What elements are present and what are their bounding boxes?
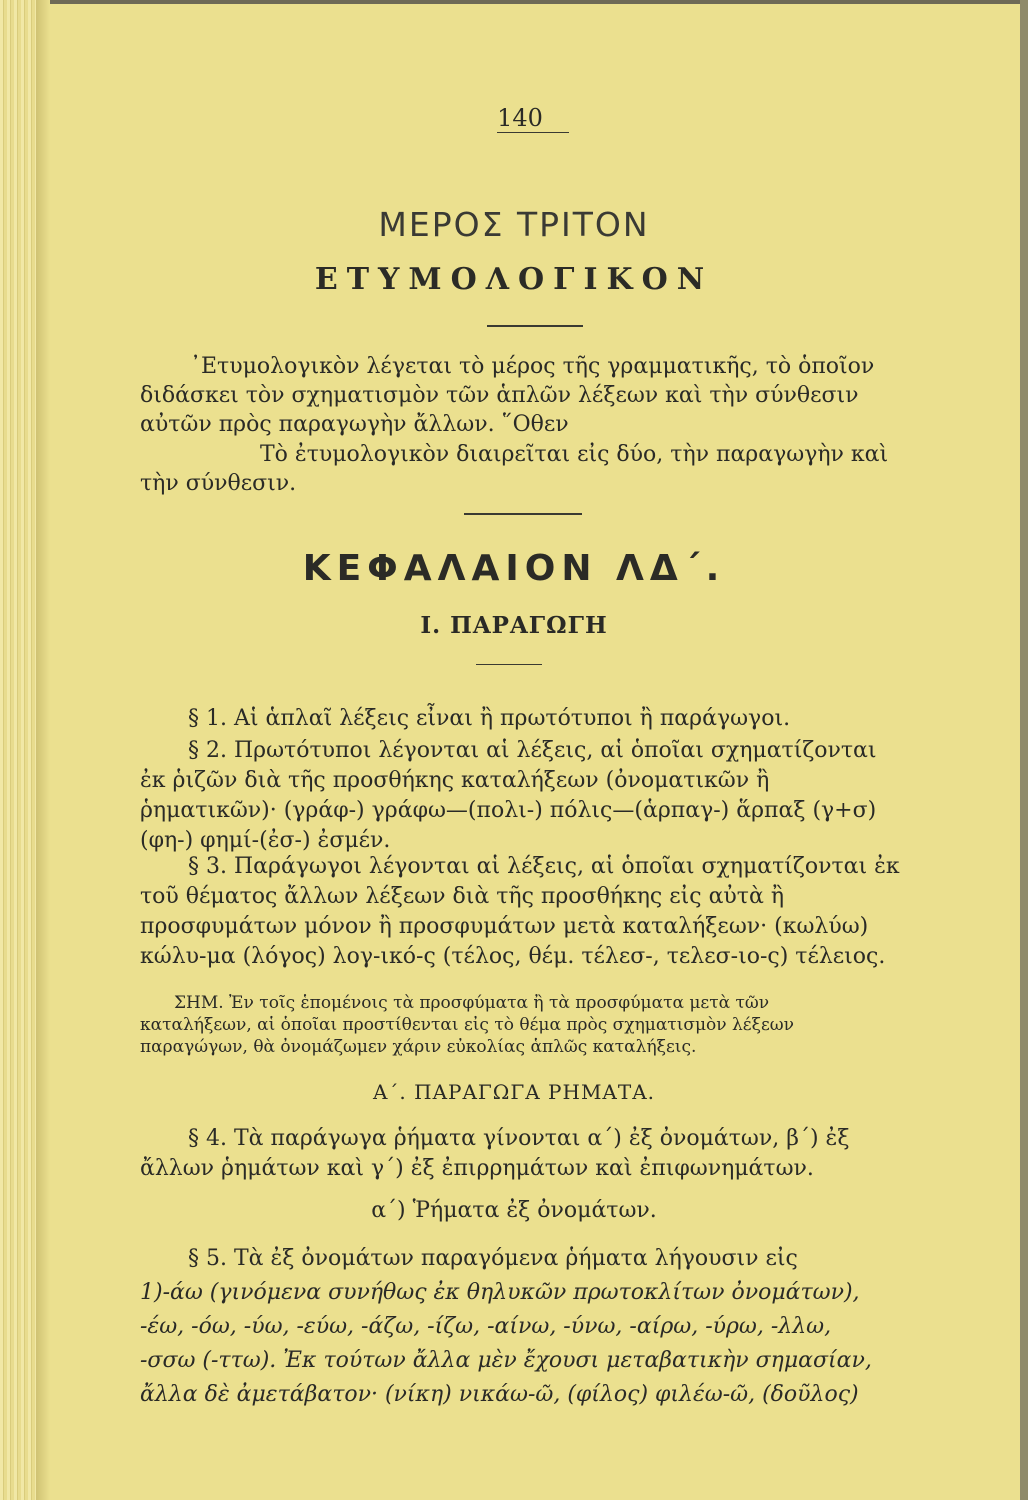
paragraph-3: § 3. Παράγωγοι λέγονται αἱ λέξεις, αἱ ὁποῖαι σχηματίζονται ἐκ τοῦ θέματος ἄλλων λέξεων διὰ τῆς προσθήκης εἰς αὐτὰ ἢ προσφυμάτων μόνον ἢ προσφυμάτων μετὰ καταλήξεων· (κωλύω) κώλυ-μα (λόγος) λογ-ικό-ς (τέλος, θέμ. τέλεσ-, τελεσ-ιο-ς) τέλειος. xyxy=(140,854,900,969)
page-number: 140 xyxy=(497,104,543,132)
part-subtitle: ΕΤΥΜΟΛΟΓΙΚΟΝ xyxy=(314,262,714,297)
paragraph-5: § 5. Τὰ ἐξ ὀνομάτων παραγόμενα ῥήματα λήγουσιν εἰς xyxy=(188,1246,798,1271)
page-number-rule xyxy=(497,132,569,133)
chapter-title: ΚΕΦΑΛΑΙΟΝ ΛΔ΄. xyxy=(302,548,726,589)
intro-paragraph-1: ᾿Ετυμολογικὸν λέγεται τὸ μέρος τῆς γραμματικῆς, τὸ ὁποῖον διδάσκει τὸν σχηματισμὸν τῶν ἁπλῶν λέξεων καὶ τὴν σύνθεσιν αὐτῶν πρὸς παραγωγὴν ἄλλων. ῞Οθεν xyxy=(140,354,875,437)
subheading-verbs: Α΄. ΠΑΡΑΓΩΓΑ ΡΗΜΑΤΑ. xyxy=(372,1080,656,1104)
subheading-nouns: α΄) Ῥήματα ἐξ ὀνομάτων. xyxy=(371,1198,657,1223)
endings-list: 1)-άω (γινόμενα συνήθως ἐκ θηλυκῶν πρωτοκλίτων ὀνομάτων), -έω, -όω, -ύω, -εύω, -άζω, -ίζω, -αίνω, -ύνω, -αίρω, -ύρω, -λλω, -σσω (-ττω). Ἐκ τούτων ἄλλα μὲν ἔχουσι μεταβατικὴν σημασίαν, ἄλλα δὲ ἀμετάβατον· (νίκη) νικάω-ῶ, (φίλος) φιλέω-ῶ, (δοῦλος) xyxy=(140,1280,872,1407)
divider-rule xyxy=(464,513,582,515)
paragraph-4: § 4. Τὰ παράγωγα ῥήματα γίνονται α΄) ἐξ ὀνομάτων, β΄) ἐξ ἄλλων ῥημάτων καὶ γ΄) ἐξ ἐπιρρημάτων καὶ ἐπιφωνημάτων. xyxy=(140,1126,850,1181)
top-edge xyxy=(0,0,1028,4)
section-title: Ι. ΠΑΡΑΓΩΓΗ xyxy=(420,612,608,639)
part-title: ΜΕΡΟΣ ΤΡΙΤΟΝ xyxy=(378,205,650,244)
paragraph-2: § 2. Πρωτότυποι λέγονται αἱ λέξεις, αἱ ὁποῖαι σχηματίζονται ἐκ ῥιζῶν διὰ τῆς προσθήκης καταλήξεων (ὀνοματικῶν ἢ ῥηματικῶν)· (γράφ-) γράφω—(πολι-) πόλις—(ἁρπαγ-) ἅρπαξ (γ+σ) (φη-) φημί-(ἐσ-) ἐσμέν. xyxy=(140,738,877,853)
divider-rule xyxy=(487,325,583,327)
note-paragraph: ΣΗΜ. Ἐν τοῖς ἑπομένοις τὰ προσφύματα ἢ τὰ προσφύματα μετὰ τῶν καταλήξεων, αἱ ὁποῖαι προστίθενται εἰς τὸ θέμα πρὸς σχηματισμὸν λέξεων παραγώγων, θὰ ὀνομάζωμεν χάριν εὐκολίας ἁπλῶς καταλήξεις. xyxy=(140,993,794,1057)
divider-rule xyxy=(476,664,542,665)
intro-paragraph-2: Τὸ ἐτυμολογικὸν διαιρεῖται εἰς δύο, τὴν παραγωγὴν καὶ τὴν σύνθεσιν. xyxy=(140,442,889,496)
paragraph-1: § 1. Αἱ ἁπλαῖ λέξεις εἶναι ἢ πρωτότυποι ἢ παράγωγοι. xyxy=(188,706,791,731)
